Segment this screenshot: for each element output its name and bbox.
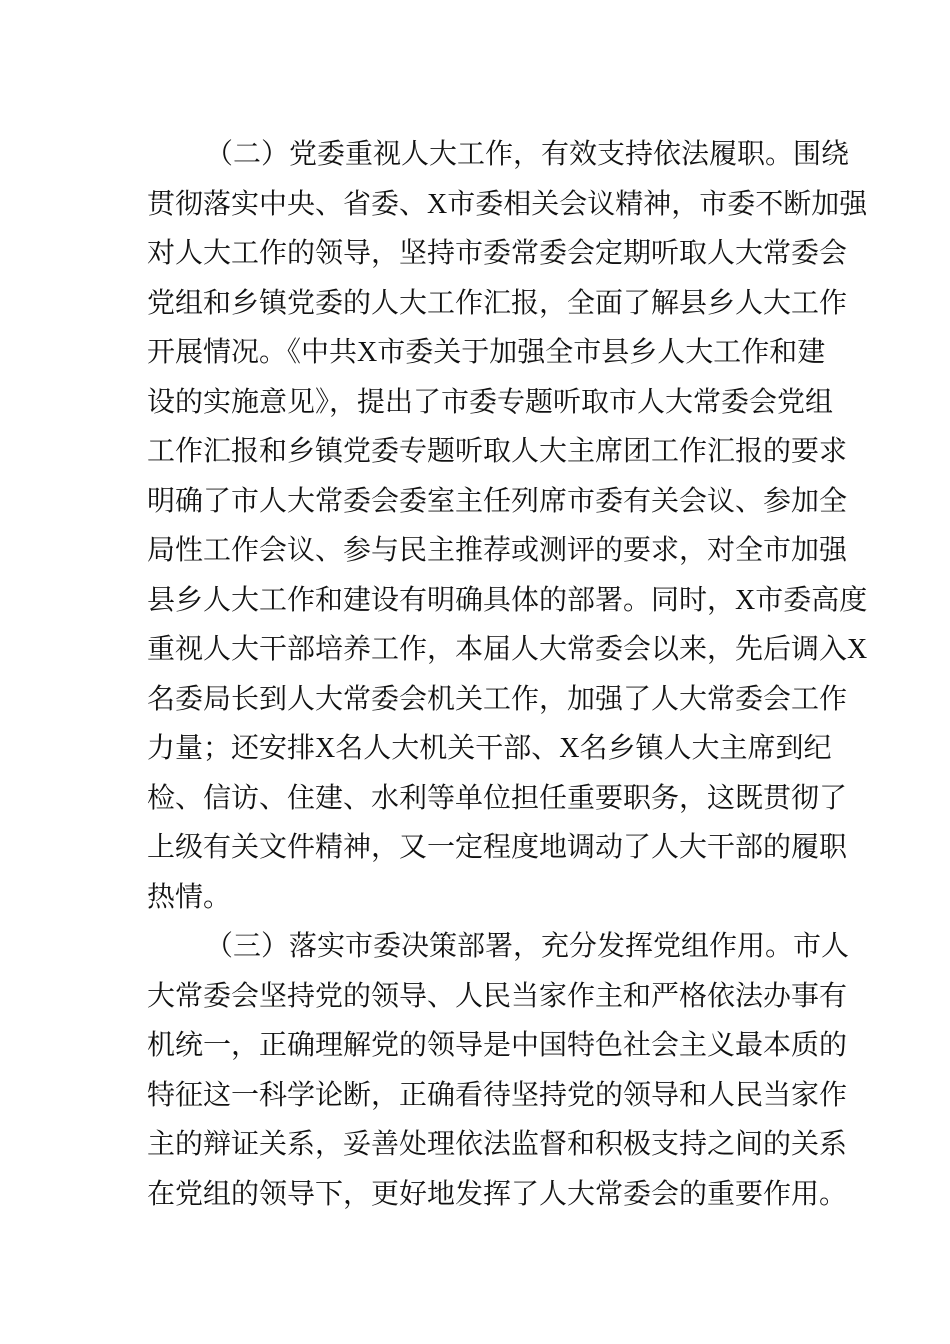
text-line: 名委局长到人大常委会机关工作，加强了人大常委会工作 <box>147 683 848 715</box>
paragraph-2 <box>147 130 868 922</box>
text-line: 明确了市人大常委会委室主任列席市委有关会议、参加全 <box>147 485 848 517</box>
paragraph-heading-line: （三）落实市委决策部署，充分发挥党组作用。市人 <box>205 931 850 962</box>
text-line: 党组和乡镇党委的人大工作汇报，全面了解县乡人大工作 <box>147 287 848 319</box>
text-line: 特征这一科学论断，正确看待坚持党的领导和人民当家作 <box>147 1079 848 1111</box>
text-line: 机统一，正确理解党的领导是中国特色社会主义最本质的 <box>147 1030 848 1061</box>
text-line: 局性工作会议、参与民主推荐或测评的要求，对全市加强 <box>147 535 848 566</box>
text-line: 大常委会坚持党的领导、人民当家作主和严格依法办事有 <box>147 980 848 1012</box>
text-line: 重视人大干部培养工作，本届人大常委会以来，先后调入X <box>147 634 868 665</box>
text-line: 检、信访、住建、水利等单位担任重要职务，这既贯彻了 <box>147 782 848 814</box>
text-line: 县乡人大工作和建设有明确具体的部署。同时，X市委高度 <box>147 584 868 616</box>
text-line: 主的辩证关系，妥善处理依法监督和积极支持之间的关系 <box>147 1129 848 1160</box>
text-line: 设的实施意见》，提出了市委专题听取市人大常委会党组 <box>147 386 834 418</box>
text-line: 对人大工作的领导，坚持市委常委会定期听取人大常委会 <box>147 238 848 269</box>
text-line: 贯彻落实中央、省委、X市委相关会议精神，市委不断加强 <box>147 188 868 220</box>
document-page <box>147 130 868 1219</box>
text-line: 热情。 <box>147 881 232 913</box>
text-line: 上级有关文件精神，又一定程度地调动了人大干部的履职 <box>147 832 848 863</box>
text-line: 开展情况。《中共X市委关于加强全市县乡人大工作和建 <box>147 337 826 368</box>
text-line: 工作汇报和乡镇党委专题听取人大主席团工作汇报的要求 <box>147 436 848 467</box>
text-line: 在党组的领导下，更好地发挥了人大常委会的重要作用。 <box>147 1178 848 1210</box>
paragraph-heading-line: （二）党委重视人大工作，有效支持依法履职。围绕 <box>205 139 850 170</box>
text-line: 力量；还安排X名人大机关干部、X名乡镇人大主席到纪 <box>147 733 832 764</box>
paragraph-3 <box>147 922 850 1219</box>
